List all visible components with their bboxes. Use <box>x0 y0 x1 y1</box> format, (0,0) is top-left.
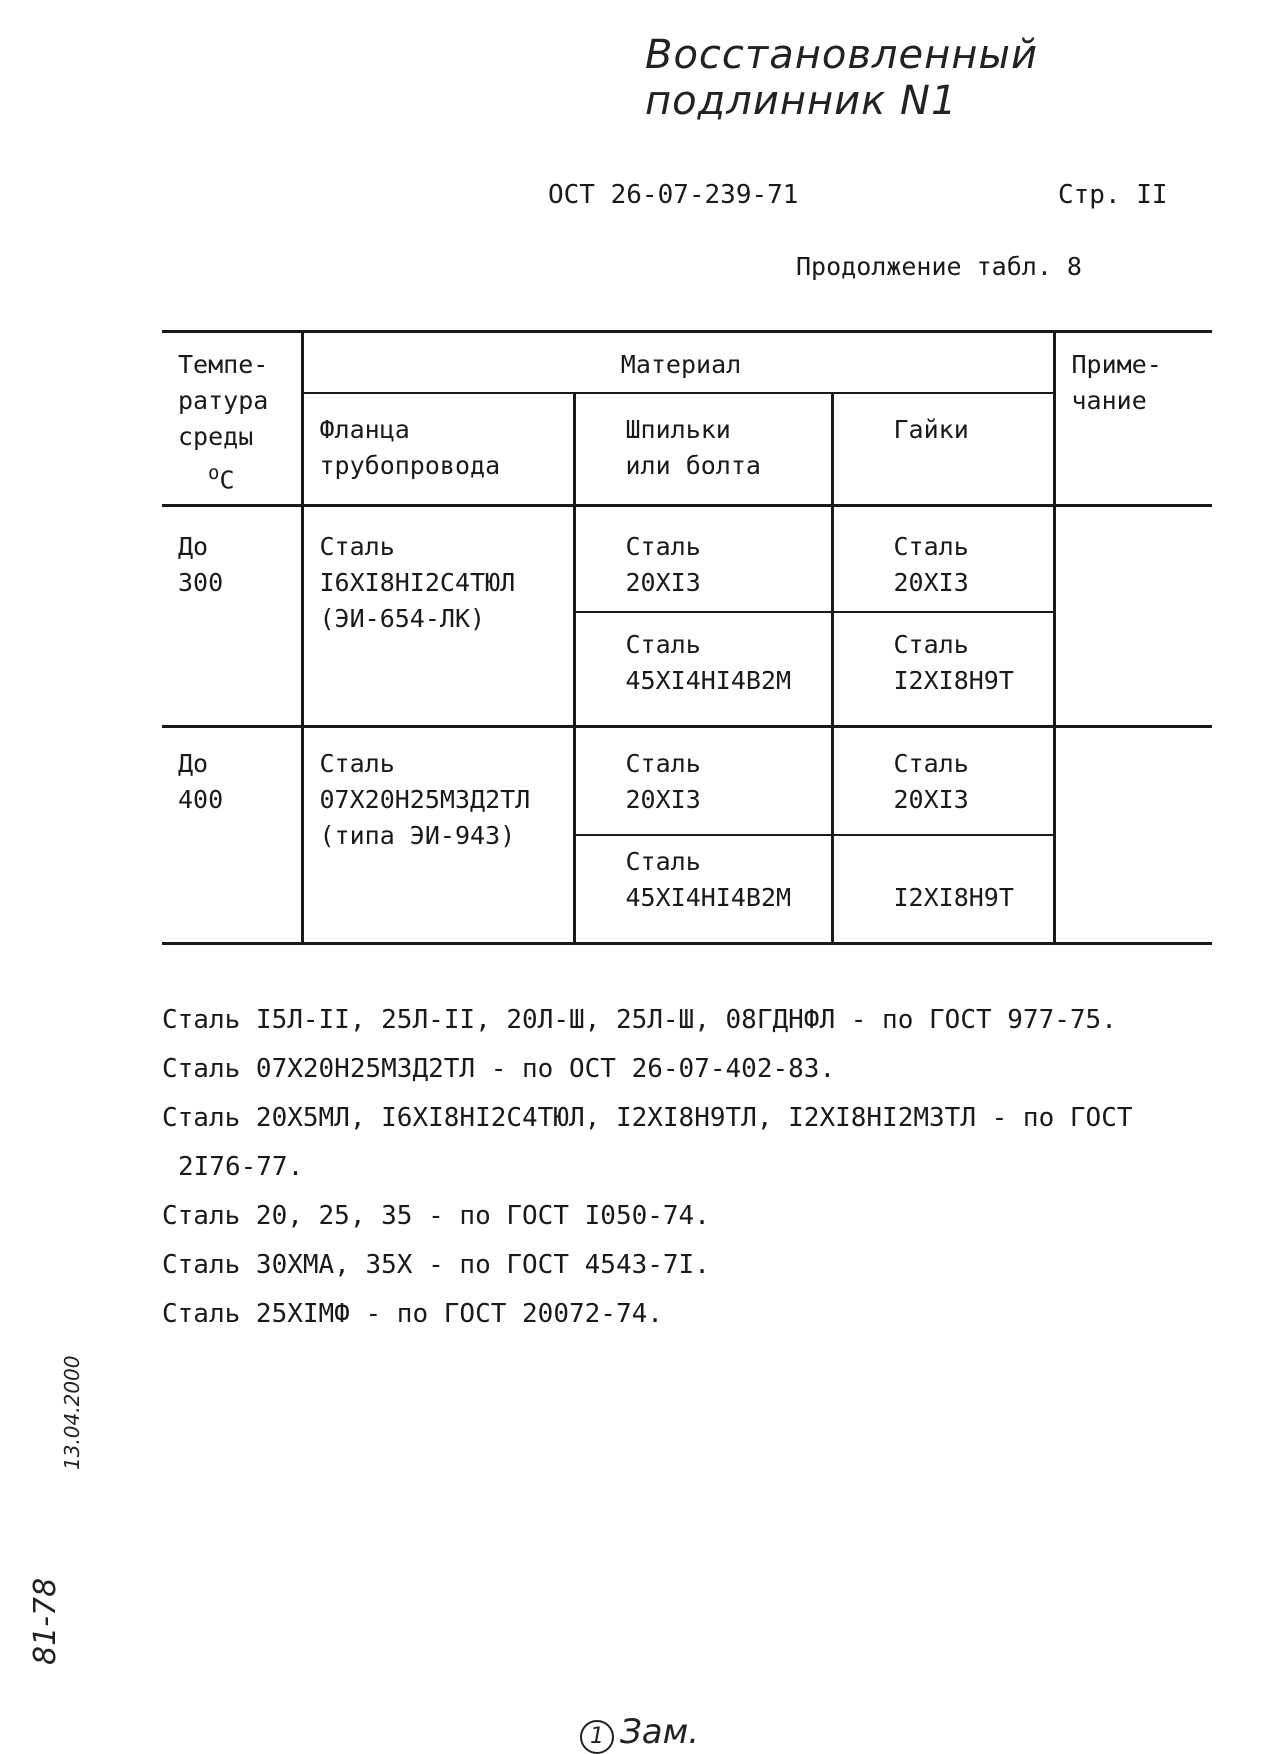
nut-cell: I2XI8H9T <box>832 835 1054 944</box>
note-line: Сталь 30XMA, 35X - по ГОСТ 4543-7I. <box>162 1250 710 1280</box>
standards-notes <box>162 996 1133 1339</box>
note-line: Сталь 20X5МЛ, I6XI8HI2C4TЮЛ, I2XI8H9TЛ, I2XI8HI2M3TЛ - по ГОСТ <box>162 1103 1133 1133</box>
restored-original-stamp: Восстановленный подлинник N1 <box>645 32 1038 124</box>
note-line: Сталь 07X20H25M3Д2TЛ - по ОСТ 26-07-402-83. <box>162 1054 836 1084</box>
change-number-circle: 1 <box>580 1720 614 1754</box>
document-code: ОСТ 26-07-239-71 <box>548 180 799 210</box>
header-material: Материал <box>302 332 1054 393</box>
temp-cell: До 300 <box>162 506 302 727</box>
page-number: Стр. II <box>1058 180 1168 210</box>
flange-cell: Сталь I6XI8HI2C4TЮЛ (ЭИ-654-ЛК) <box>302 506 574 727</box>
change-mark <box>580 1712 699 1754</box>
header-note: Приме- чание <box>1054 332 1212 506</box>
stud-cell: Сталь 45XI4HI4B2M <box>574 612 832 727</box>
note-cell <box>1054 506 1212 727</box>
change-label: Зам. <box>620 1712 700 1752</box>
margin-date: 13.04.2000 <box>60 1355 84 1470</box>
temp-cell: До 400 <box>162 727 302 944</box>
nut-cell: Сталь 20XI3 <box>832 506 1054 613</box>
header-nut: Гайки <box>832 393 1054 506</box>
note-cell <box>1054 727 1212 944</box>
stud-cell: Сталь 45XI4HI4B2M <box>574 835 832 944</box>
note-line: Сталь I5Л-II, 25Л-II, 20Л-Ш, 25Л-Ш, 08ГДНФЛ - по ГОСТ 977-75. <box>162 1005 1117 1035</box>
nut-cell: Сталь 20XI3 <box>832 727 1054 836</box>
materials-table <box>162 330 1212 945</box>
note-line: Сталь 25XIМФ - по ГОСТ 20072-74. <box>162 1299 663 1329</box>
nut-cell: Сталь I2XI8H9T <box>832 612 1054 727</box>
margin-signature: 81-78 <box>28 1577 63 1665</box>
header-temperature: Темпе- ратура среды $^o$C <box>162 332 302 506</box>
header-flange: Фланца трубопровода <box>302 393 574 506</box>
stud-cell: Сталь 20XI3 <box>574 506 832 613</box>
note-line: 2I76-77. <box>178 1152 304 1182</box>
stud-cell: Сталь 20XI3 <box>574 727 832 836</box>
flange-cell: Сталь 07X20H25M3Д2TЛ (типа ЭИ-943) <box>302 727 574 944</box>
table-continuation-label: Продолжение табл. 8 <box>796 252 1082 281</box>
header-stud: Шпильки или болта <box>574 393 832 506</box>
note-line: Сталь 20, 25, 35 - по ГОСТ I050-74. <box>162 1201 710 1231</box>
